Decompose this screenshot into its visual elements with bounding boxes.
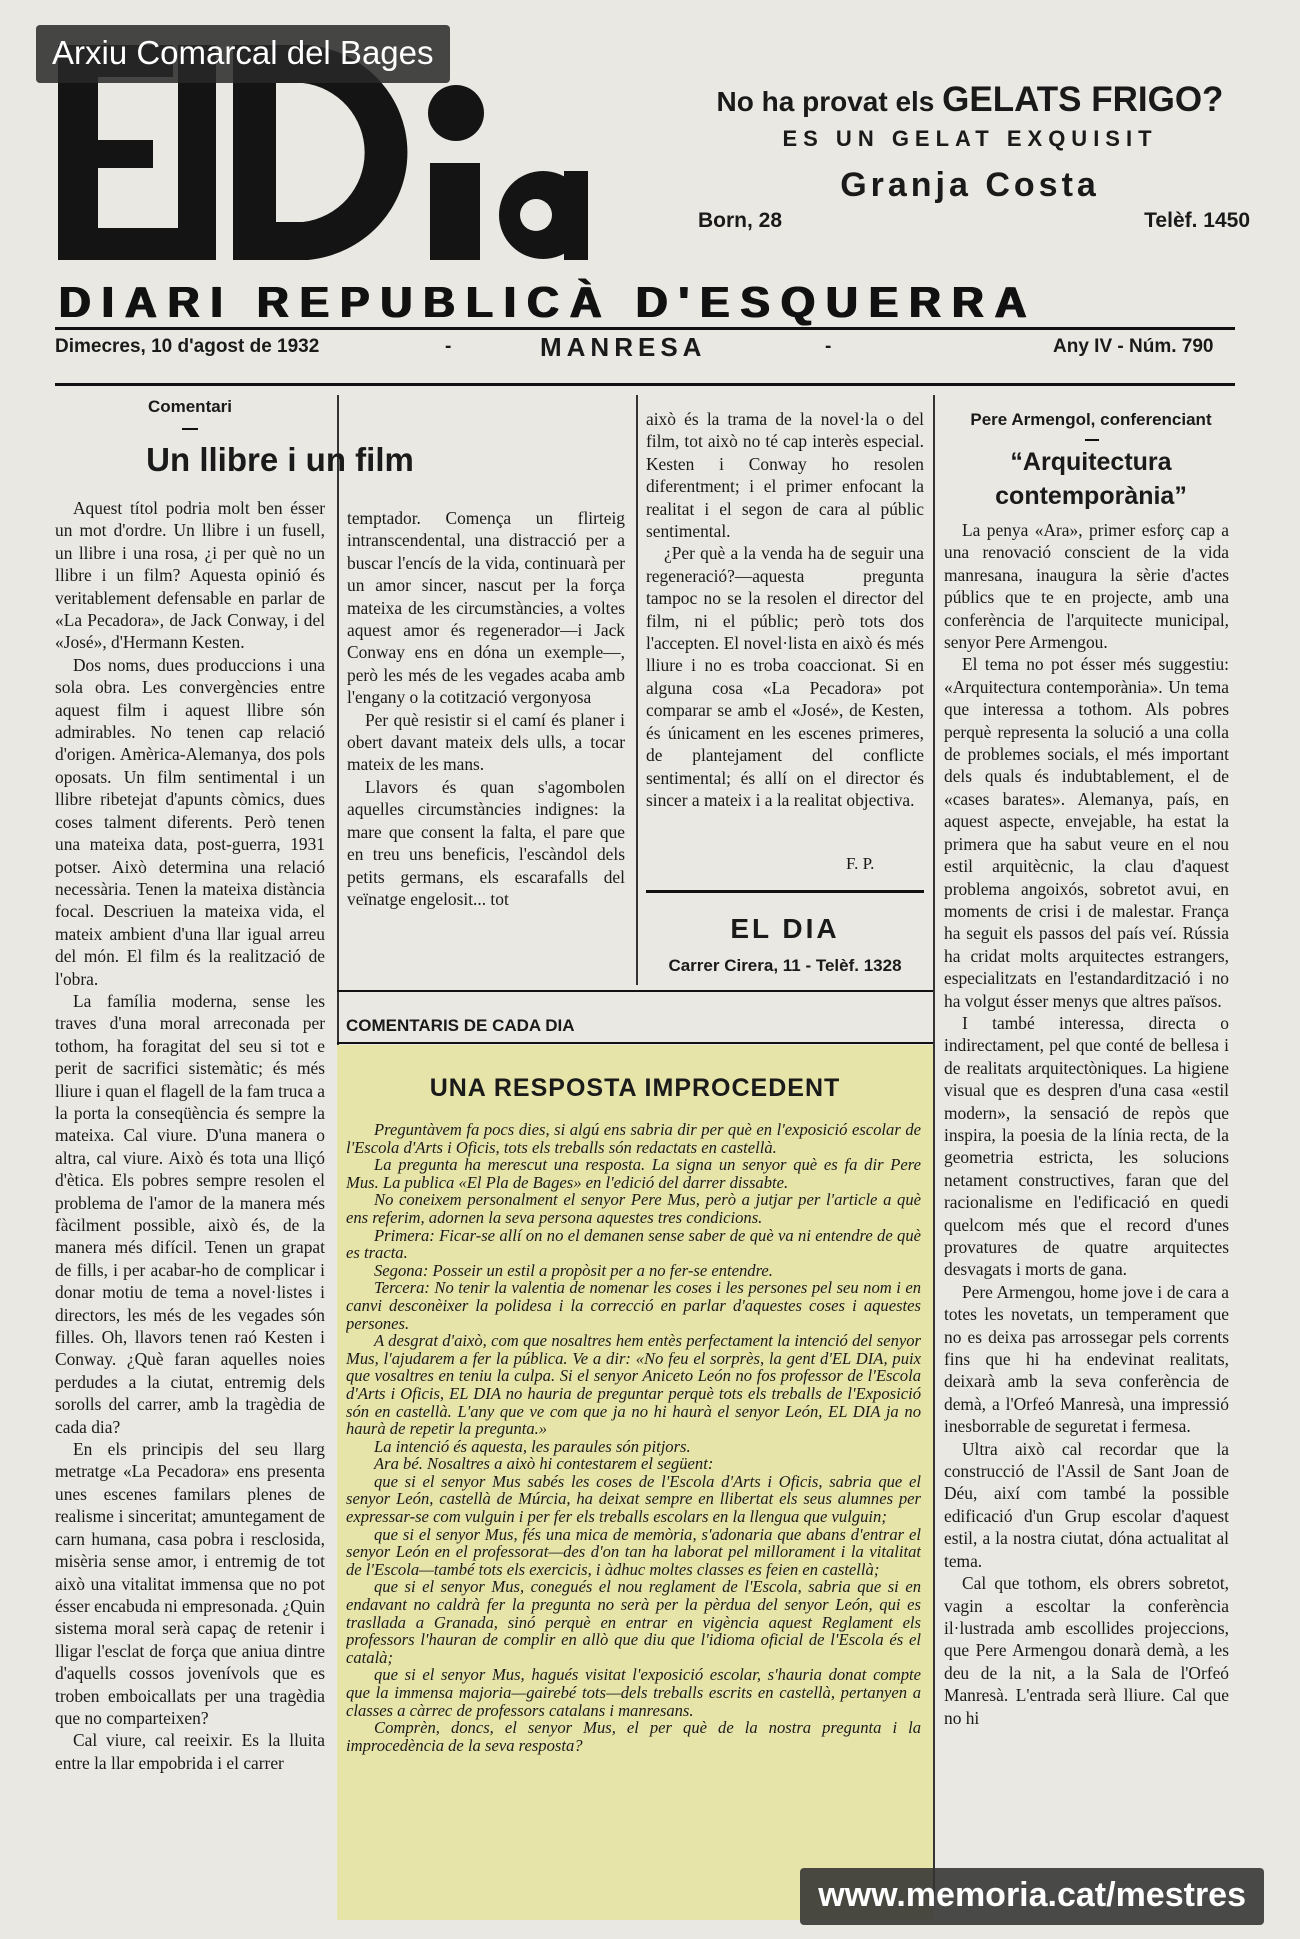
paragraph: La pregunta ha merescut una resposta. La signa un senyor què es fa dir Pere Mus. La publica «El Pla de Bages» en l'edició del darrer dissabte.: [346, 1155, 921, 1192]
advert-tagline: ES UN GELAT EXQUISIT: [782, 126, 1158, 151]
article2-title: UNA RESPOSTA IMPROCEDENT: [429, 1074, 841, 1102]
paragraph: A desgrat d'això, com que nosaltres hem entès perfectament la intenció del senyor Mus, l'ajudarem a fer la pública. Ve a dir: «No feu el sorprès, la gent d'EL DIA, puix que vosaltres en teniu la culpa. Si el senyor Aniceto León no fos professor de l'Escola d'Arts i Oficis, EL DIA no hauria de preguntar perquè tots els treballs de l'Exposició són en castellà. L'any que ve com que ja no hi haurà el senyor León, EL DIA ja no haurà de repetir la pregunta.»: [346, 1331, 921, 1439]
column-rule: [636, 395, 638, 985]
masthead-subtitle: DIARI REPUBLICÀ D'ESQUERRA: [58, 278, 1037, 327]
issue-city: MANRESA: [540, 332, 707, 362]
dateline-rule: [55, 383, 1235, 386]
paragraph: Per què resistir si el camí és planer i obert davant mateix dels ulls, a tocar mateix de les mans.: [347, 709, 625, 775]
site-watermark: www.memoria.cat/mestres: [800, 1868, 1264, 1925]
article2-body: [346, 1121, 921, 1911]
article1-kicker: Comentari: [147, 397, 233, 416]
advert-product: GELATS FRIGO?: [942, 80, 1224, 119]
issue-date: Dimecres, 10 d'agost de 1932: [55, 336, 320, 357]
paragraph: No coneixem personalment el senyor Pere Mus, però a jutjar per l'article a què ens referim, adornen la seva persona aquestes tres condicions.: [346, 1190, 921, 1227]
advert-line1: No ha provat els: [716, 86, 935, 117]
box-rule-top: [646, 890, 924, 893]
kicker-dash: [182, 428, 198, 430]
article3-title: “Arquitectura contemporània”: [995, 448, 1187, 510]
paragraph: Aquest títol podria molt ben ésser un mot d'ordre. Un llibre i un fusell, un llibre i una rosa, ¿i per què no un llibre i un film? Aquesta opinió és veritablement defensable en parlar de «La Pecadora», de Jack Conway, i del «José», d'Hermann Kesten.: [55, 498, 325, 653]
advert-box: [690, 80, 1250, 233]
article1-column1: [55, 497, 325, 1907]
masthead-rule: [55, 327, 1235, 330]
paragraph: La intenció és aquesta, les paraules són pitjors.: [374, 1436, 691, 1456]
paragraph: Ultra això cal recordar que la construcció de l'Assil de Sant Joan de Déu, així com també la possible edificació d'un Grup escolar d'aquest estil, a la nostra ciutat, dóna actualitat al tema.: [944, 1438, 1229, 1571]
advert-headline: [690, 80, 1250, 120]
paragraph: La família moderna, sense les traves d'una moral arreconada per tothom, ha foragitat del seu si tot e perit de sacrifici sistemàtic; és més lliure i quan el flagell de la fam truca a la porta la conseqüència és sempre la mateixa. Cal viure. D'una manera o altra, cal viure. Això és tota una lliçó d'ètica. Els pobres sempre resolen el problema de l'amor de la manera més fàcilment possible, això és, de la manera més difícil. Tenen un grapat de fills, i per acabar-ho de complicar i donar motiu de tema a novel·listes i directors, les més de les vegades són filles. Oh, llavors tenen raó Kesten i Conway. ¿Què faran aquelles noies perdudes a la ciutat, entremig dels sorolls del carrer, amb la tragèdia de cada dia?: [55, 990, 325, 1437]
paragraph: que si el senyor Mus sabés les coses de l'Escola d'Arts i Oficis, sabria que el senyor León, castellà de Múrcia, ha deixat sempre en llibertat els seus alumnes per expressar-se com vulguin i per fer els treballs escolars en la llengua que vulguin;: [346, 1471, 921, 1527]
paragraph: Tercera: No tenir la valentia de nomenar les coses i les persones pel seu nom i en canvi desconèixer la polidesa i la correcció en parlar d'aquestes coses i aquestes persones.: [346, 1278, 921, 1333]
paragraph: que si el senyor Mus, hagués visitat l'exposició escolar, s'hauria donat compte que la immensa majoria—gairebé tots—dels treballs escrits en castellà, pertanyen a classes a càrrec de professors catalans i manresans.: [346, 1665, 921, 1720]
paragraph: Primera: Ficar-se allí on no el demanen sense saber de què va ni entendre de què es tracta.: [346, 1225, 921, 1263]
column-rule: [933, 395, 935, 1895]
box-address: Carrer Cirera, 11 - Telèf. 1328: [668, 956, 902, 975]
paragraph: Preguntàvem fa pocs dies, si algú ens sabria dir per què en l'exposició escolar de l'Escola d'Arts i Oficis, tots els treballs són redactats en castellà.: [346, 1121, 921, 1157]
kicker-dash: [1085, 439, 1099, 441]
paragraph: que si el senyor Mus, conegués el nou reglament de l'Escola, sabria que si en endavant no caldrà fer la pregunta no serà per la pèrdua del senyor León, qui es trasllada a Granada, sinó perquè en entrar en vigència aquest Reglament els professors l'hauran de complir en allò que diu que l'idioma oficial de l'Escola és el català;: [346, 1577, 921, 1667]
paragraph: Llavors és quan s'agombolen aquelles circumstàncies indignes: la mare que consent la falta, el pare que en treu uns beneficis, l'escàndol dels petits germans, els escarafalls del veïnatge engelosit... tot: [347, 776, 625, 909]
issue-number: Any IV - Núm. 790: [1053, 336, 1214, 357]
paragraph: Pere Armengou, home jove i de cara a totes les novetats, un temperament que no es deixa pas arrossegar pels corrents fins que hi ha endevinat realitats, deixarà amb la seva conferència de demà, a l'Orfeó Manresà, una impressió inesborrable de seguretat i fermesa.: [944, 1281, 1229, 1437]
article1-title: Un llibre i un film: [146, 441, 414, 478]
paragraph: Cal que tothom, els obrers sobretot, vagin a escoltar la conferència il·lustrada amb escollides projeccions, que Pere Armengou donarà demà, a les deu de la nit, a la Sala de l'Orfeó Manresà. L'entrada serà lliure. Cal que no hi: [944, 1573, 1229, 1728]
article2-section: COMENTARIS DE CADA DIA: [346, 1016, 575, 1035]
paragraph: Cal viure, cal reeixir. Es la lluita entre la llar empobrida i el carrer: [55, 1730, 325, 1773]
paragraph: El tema no pot ésser més suggestiu: «Arquitectura contemporània». Un tema que interessa a tothom. Als pobres perquè representa la solució a una colla de problemes socials, el més important dels quals és indubtablement, el de «cases barates». Alemanya, país, en aquest aspecte, envejable, ha estat la primera que ha sabut veure en el nou estil arquitècnic, la clau d'aquest problema angoixós, sobretot avui, en moments de crisi i de malestar. França ha seguit els passos del país veí. Rússia ha cridat molts arquitectes estrangers, especialitzats en l'estandardització i no ha volgut ésser menys que altres països.: [944, 654, 1229, 1011]
article3-kicker: Pere Armengol, conferenciant: [970, 410, 1212, 429]
section-rule: [337, 990, 933, 992]
article1-signature: F. P.: [846, 854, 875, 873]
paragraph: ¿Per què a la venda ha de seguir una regeneració?—aquesta pregunta tampoc no se la resolen el director del film, ni el públic; però tots dos l'accepten. El novel·lista en això és més lliure i no es troba coaccionat. Si en alguna cosa «La Pecadora» pot comparar se amb el «José», de Kesten, és únicament en les escenes primeres, de plantejament del conflicte sentimental; és allí on el director és sincer a mateix i a la realitat objectiva.: [646, 543, 924, 810]
article3-body: [944, 519, 1229, 1899]
box-paper-name: EL DIA: [730, 913, 840, 944]
archive-watermark: Arxiu Comarcal del Bages: [36, 25, 450, 83]
paragraph: això és la trama de la novel·la o del film, tot això no té cap interès especial. Kesten i Conway ho resolen diferentment; i el primer enfocant la realitat i el segon de cara al públic sentimental.: [646, 409, 924, 542]
article1-column2: [347, 507, 625, 972]
advert-address: Born, 28: [698, 209, 783, 232]
paragraph: La penya «Ara», primer esforç cap a una renovació conscient de la vida manresana, inaugura la sèrie d'actes públics que te en projecte, amb una conferència de l'arquitecte municipal, senyor Pere Armengou.: [944, 520, 1229, 653]
paragraph: I també interessa, directa o indirectament, pel que conté de bellesa i de realitats arquitectòniques. La higiene visual que es despren d'una casa «estil modern», la sensació de repòs que inspira, la poesia de la línia recta, de la geometria estricta, les solucions netament constructives, faran que del racionalisme en l'edificació en quedi quelcom més que el record d'unes provatures de quatre arquitectes desvagats i morts de gana.: [944, 1012, 1229, 1280]
paragraph: Comprèn, doncs, el senyor Mus, el per què de la nostra pregunta i la improcedència de la seva resposta?: [346, 1718, 921, 1755]
paragraph: Segona: Posseir un estil a propòsit per a no fer-se entendre.: [374, 1260, 773, 1280]
paragraph: temptador. Comença un flirteig intranscendental, una distracció per a buscar l'encís de la vida, continuarà per un amor sincer, nascut per la força mateixa de les circumstàncies, a voltes aquest amor és regenerador—i Jack Conway ens en dóna un exemple—, però les més de les vegades acaba amb l'engany o la cotització vergonyosa: [347, 508, 625, 708]
article1-column3: [646, 408, 924, 848]
paragraph: En els principis del seu llarg metratge «La Pecadora» ens presenta unes escenes familars plenes de realisme i sinceritat; amuntegament de carn humana, casa pobra i resclosida, misèria sense amor, i entremig de tot això una vitalitat immensa que no pot ésser encabuda ni empresonada. ¿Quin sistema moral serà capaç de retenir i lligar l'esclat de força que aniua dintre d'aquells cossos jovenívols que es troben emboicallats per una tragèdia que no comparteixen?: [55, 1439, 325, 1728]
paragraph: Ara bé. Nosaltres a això hi contestarem el següent:: [374, 1454, 714, 1474]
paragraph: que si el senyor Mus, fés una mica de memòria, s'adonaria que abans d'entrar el senyor León en el professorat—des d'on tan ha laborat pel millorament i la vitalitat de l'Escola—també tots els exercicis, i àdhuc moltes classes es feien en castellà;: [346, 1524, 921, 1579]
advert-phone: Telèf. 1450: [1144, 209, 1250, 232]
paragraph: Dos noms, dues produccions i una sola obra. Les convergències entre aquest film i aquest llibre són admirables. No tenen cap relació d'origen. Amèrica-Alemanya, dos pols oposats. Un film sentimental i un llibre ribetejat d'apunts còmics, dues coses talment diferents. Però tenen una mateixa data, post-guerra, 1931 potser. Això determina una relació necessària. Tenen la mateixa distància focal. Descriuen la mateixa vida, el mateix ambient d'una llar igual arreu del món. El film és la realització de l'obra.: [55, 654, 325, 989]
section-rule: [337, 1042, 933, 1044]
advert-shop: Granja Costa: [840, 166, 1100, 204]
dateline: Dimecres, 10 d'agost de 1932 - MANRESA - Any IV - Núm. 790: [55, 332, 1214, 362]
